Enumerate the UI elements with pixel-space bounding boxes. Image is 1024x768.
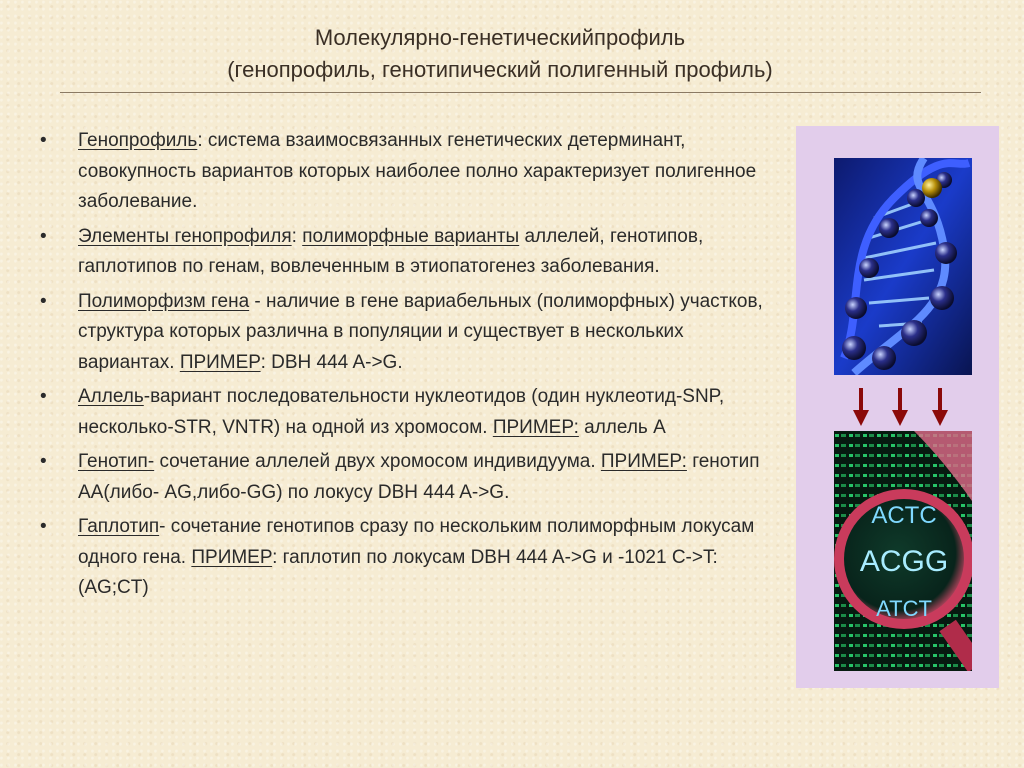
text-genoprofile-elements: аллелей, генотипов, гаплотипов по генам, вовлеченным в этиопатогенез заболевания. <box>78 225 704 277</box>
magnifier-letters-3: ATCT <box>876 596 932 621</box>
term-genoprofile: Генопрофиль <box>78 130 198 151</box>
term-genotype: Генотип- <box>78 451 155 472</box>
example-label-haplotype: ПРИМЕР <box>191 546 273 568</box>
bullet-haplotype <box>38 512 778 604</box>
magnifier-letters-1: ACTC <box>871 502 937 529</box>
text-gene-polymorphism: - наличие в гене вариабельных (полиморфных) участков, структура которых различна в популяции и существует в нескольких вариантах. <box>78 290 763 373</box>
term-genoprofile-elements: Элементы генопрофиля <box>78 225 292 247</box>
title-divider <box>60 92 981 93</box>
example-haplotype: : гаплотип по локусам DBH 444 A->G и -1021 C->T: (AG;CT) <box>78 546 718 598</box>
magnifier-letters-2: ACGG <box>859 545 949 578</box>
dna-helix-image <box>834 158 972 375</box>
down-arrow-icon <box>890 388 910 428</box>
bullet-allele <box>38 382 778 443</box>
bullet-genotype <box>38 447 778 508</box>
bullet-genoprofile-elements <box>38 222 778 283</box>
magnifier-dna-code-image <box>834 431 972 671</box>
bullet-genoprofile <box>38 126 778 218</box>
term-gene-polymorphism: Полиморфизм гена <box>78 290 250 312</box>
text-allele: -вариант последовательности нуклеотидов (один нуклеотид-SNP, несколько-STR, VNTR) на одной из хромосом. <box>78 386 725 438</box>
text-genoprofile: : система взаимосвязанных генетических детерминант, совокупность вариантов которых наиболее полно характеризует полигенное заболевание. <box>78 130 757 212</box>
example-label-genotype: ПРИМЕР: <box>600 451 687 472</box>
definitions-list <box>38 126 778 608</box>
bullet-gene-polymorphism <box>38 287 778 379</box>
example-label-polymorphism: ПРИМЕР <box>179 351 261 373</box>
slide-title <box>120 22 880 86</box>
example-label-allele: ПРИМЕР: <box>492 416 579 438</box>
term-allele: Аллель <box>78 386 144 407</box>
example-genotype: генотип АА(либо- AG,либо-GG) по локусу DBH 444 A->G. <box>78 451 760 503</box>
down-arrow-icon <box>851 388 871 428</box>
title-line-2: (генопрофиль, генотипический полигенный профиль) <box>227 57 773 82</box>
term-polymorphic-variants: полиморфные варианты <box>302 225 520 247</box>
text-genotype: сочетание аллелей двух хромосом индивидуума. <box>154 451 601 472</box>
text-haplotype: - сочетание генотипов сразу по нескольким полиморфным локусам одного гена. <box>78 516 755 568</box>
example-allele: аллель А <box>578 416 666 438</box>
separator-genoprofile-elements: : <box>291 225 303 247</box>
title-line-1: Молекулярно-генетическийпрофиль <box>314 25 686 50</box>
example-polymorphism: : DBH 444 A->G. <box>260 351 403 373</box>
term-haplotype: Гаплотип <box>78 516 160 537</box>
down-arrow-icon <box>930 388 950 428</box>
